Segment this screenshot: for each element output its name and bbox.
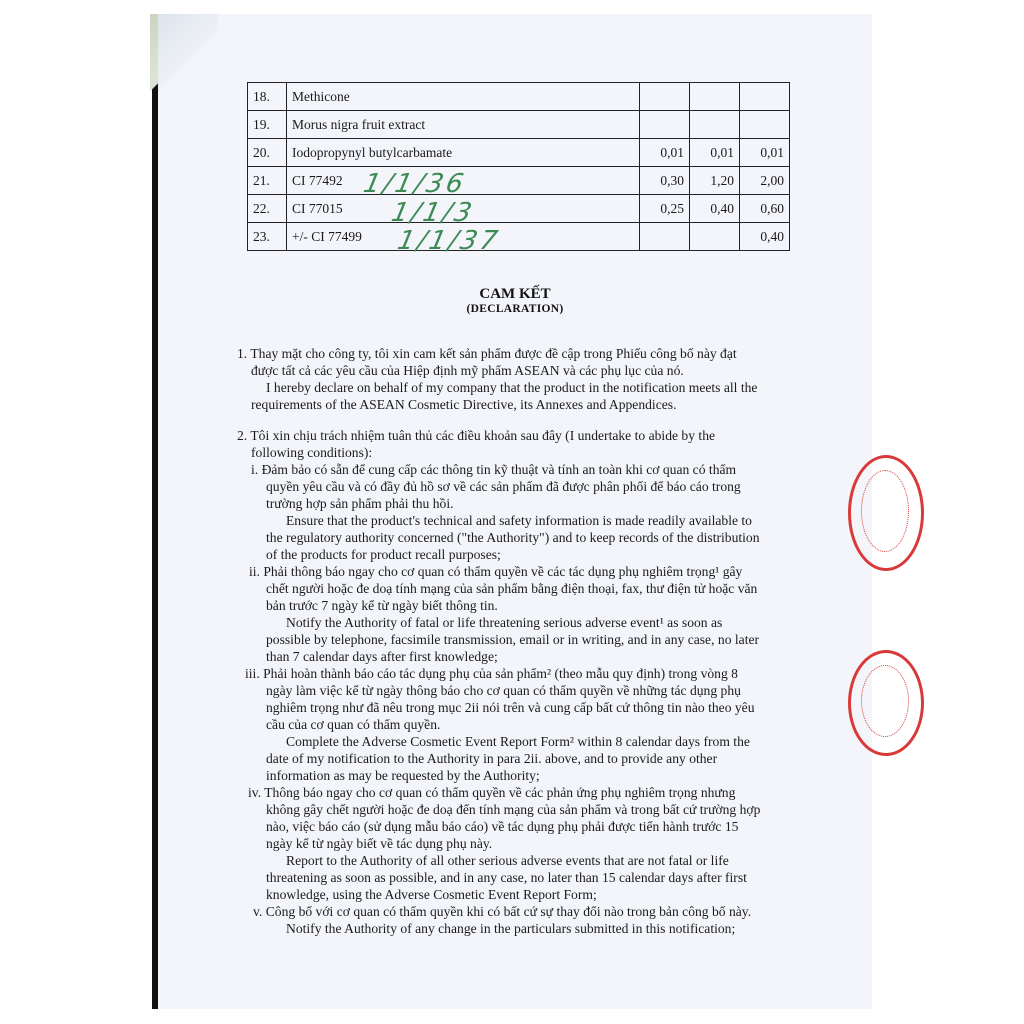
body-line: không gây chết người hoặc đe doạ đến tính mạng của sản phẩm và trong bất cứ trường hợp	[266, 802, 761, 817]
body-line: Ensure that the product's technical and safety information is made readily available to	[286, 513, 752, 528]
ingredient-number: 23.	[248, 223, 287, 251]
handwritten-note: 1/1/37	[394, 226, 503, 256]
ingredient-number: 21.	[248, 167, 287, 195]
ingredient-value	[740, 83, 790, 111]
handwritten-note: 1/1/36	[360, 169, 469, 199]
ingredient-value: 2,00	[740, 167, 790, 195]
body-line: ngày làm việc kể từ ngày thông báo cho cơ quan có thẩm quyền về những tác dụng phụ	[266, 683, 741, 698]
ingredient-number: 22.	[248, 195, 287, 223]
body-line: quyền yêu cầu và có đầy đủ hồ sơ về các sản phẩm đã được phân phối để báo cáo trong	[266, 479, 741, 494]
ingredient-value: 0,40	[740, 223, 790, 251]
table-row	[248, 139, 790, 167]
body-line: knowledge, using the Adverse Cosmetic Event Report Form;	[266, 887, 597, 902]
table-row	[248, 111, 790, 139]
body-line: requirements of the ASEAN Cosmetic Directive, its Annexes and Appendices.	[251, 397, 677, 412]
body-line: following conditions):	[251, 445, 373, 460]
handwritten-note: 1/1/3	[388, 198, 478, 228]
body-line: trường hợp sản phẩm phải thu hồi.	[266, 496, 454, 511]
declaration-title: CAM KẾT	[479, 286, 551, 302]
ingredient-value: 0,40	[690, 195, 740, 223]
ingredient-value	[640, 111, 690, 139]
red-seal-stamp	[848, 455, 924, 571]
red-seal-stamp	[848, 650, 924, 756]
ingredient-value: 0,01	[640, 139, 690, 167]
body-line: Report to the Authority of all other serious adverse events that are not fatal or life	[286, 853, 729, 868]
ingredient-number: 20.	[248, 139, 287, 167]
ingredient-table	[247, 82, 790, 251]
ingredient-number: 19.	[248, 111, 287, 139]
body-line: Notify the Authority of any change in the particulars submitted in this notification;	[286, 921, 736, 936]
body-line: v. Công bố với cơ quan có thẩm quyền khi có bất cứ sự thay đổi nào trong bản công bố này.	[253, 904, 752, 919]
body-line: bản trước 7 ngày kể từ ngày biết thông tin.	[266, 598, 498, 613]
table-row	[248, 195, 790, 223]
body-line: ngày kể từ ngày biết về tác dụng phụ này.	[266, 836, 493, 851]
ingredient-value	[690, 111, 740, 139]
body-line: possible by telephone, facsimile transmission, email or in writing, and in any case, no later	[266, 632, 760, 647]
body-line: information as may be requested by the Authority;	[266, 768, 540, 783]
ingredient-value	[740, 111, 790, 139]
body-line: ii. Phải thông báo ngay cho cơ quan có thẩm quyền về các tác dụng phụ nghiêm trọng¹ gây	[249, 564, 743, 579]
body-line: 1. Thay mặt cho công ty, tôi xin cam kết sản phẩm được đề cập trong Phiếu công bố này đạt	[237, 346, 737, 361]
body-line: 2. Tôi xin chịu trách nhiệm tuân thủ các điều khoản sau đây (I undertake to abide by the	[237, 428, 716, 443]
body-line: of the products for product recall purposes;	[266, 547, 501, 562]
body-line: date of my notification to the Authority in para 2ii. above, and to provide any other	[266, 751, 718, 766]
ingredient-value	[690, 83, 740, 111]
ingredient-value	[640, 83, 690, 111]
table-row	[248, 167, 790, 195]
table-row	[248, 223, 790, 251]
ingredient-value: 0,30	[640, 167, 690, 195]
ingredient-name: Iodopropynyl butylcarbamate	[287, 139, 640, 167]
ingredient-number: 18.	[248, 83, 287, 111]
body-line: than 7 calendar days after first knowledge;	[266, 649, 498, 664]
ingredient-name: Methicone	[287, 83, 640, 111]
body-line: được tất cả các yêu cầu của Hiệp định mỹ phẩm ASEAN và các phụ lục của nó.	[251, 363, 684, 378]
body-line: I hereby declare on behalf of my company that the product in the notification meets all the	[266, 380, 758, 395]
body-line: Notify the Authority of fatal or life threatening serious adverse event¹ as soon as	[286, 615, 723, 630]
ingredient-value	[640, 223, 690, 251]
page-fold-corner	[158, 14, 218, 109]
declaration-subtitle: (DECLARATION)	[466, 303, 564, 315]
ingredient-name: +/- CI 77499	[287, 223, 640, 251]
body-line: iv. Thông báo ngay cho cơ quan có thẩm quyền về các phản ứng phụ nghiêm trọng nhưng	[248, 785, 736, 800]
ingredient-value: 1,20	[690, 167, 740, 195]
body-line: iii. Phải hoàn thành báo cáo tác dụng phụ của sản phẩm² (theo mẫu quy định) trong vòng 8	[245, 666, 738, 681]
document-page	[158, 14, 872, 1009]
ingredient-value: 0,60	[740, 195, 790, 223]
ingredient-name: CI 77492	[287, 167, 640, 195]
body-line: the regulatory authority concerned ("the Authority") and to keep records of the distribution	[266, 530, 760, 545]
ingredient-name: Morus nigra fruit extract	[287, 111, 640, 139]
ingredient-name: CI 77015	[287, 195, 640, 223]
body-line: nào, việc báo cáo (sử dụng mẫu báo cáo) về tác dụng phụ phải được tiến hành trước 15	[266, 819, 739, 834]
body-line: cầu của cơ quan có thẩm quyền.	[266, 717, 441, 732]
ingredient-value: 0,01	[690, 139, 740, 167]
body-line: nghiêm trọng như đã nêu trong mục 2ii nói trên và cung cấp bất cứ thông tin nào theo yêu	[266, 700, 755, 715]
body-line: i. Đảm bảo có sẵn để cung cấp các thông tin kỹ thuật và tính an toàn khi cơ quan có thẩm	[251, 462, 737, 477]
body-line: chết người hoặc đe doạ tính mạng của sản phẩm bằng điện thoại, fax, thư điện tử hoặc văn	[266, 581, 758, 596]
ingredient-value: 0,25	[640, 195, 690, 223]
ingredient-value: 0,01	[740, 139, 790, 167]
table-row	[248, 83, 790, 111]
body-line: Complete the Adverse Cosmetic Event Report Form² within 8 calendar days from the	[286, 734, 750, 749]
ingredient-value	[690, 223, 740, 251]
body-line: threatening as soon as possible, and in any case, no later than 15 calendar days after first	[266, 870, 747, 885]
